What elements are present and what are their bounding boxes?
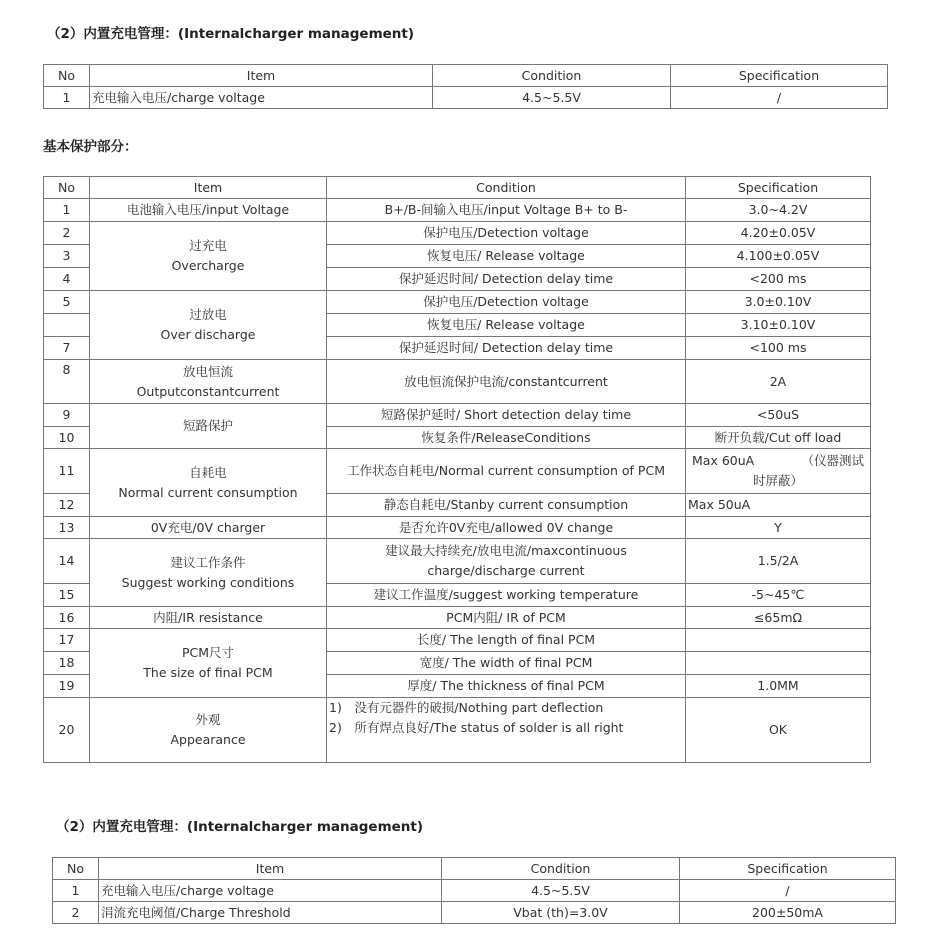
cell-no: 9 [44, 404, 90, 427]
condition-line: 建议最大持续充/放电电流/maxcontinuous [385, 543, 627, 558]
cell-spec: 3.0±0.10V [686, 291, 871, 314]
item-en: Outputconstantcurrent [136, 383, 280, 399]
cell-condition: 短路保护延时/ Short detection delay time [327, 404, 686, 427]
cell-condition: 是否允许0V充电/allowed 0V change [327, 517, 686, 539]
cell-condition: 恢复电压/ Release voltage [327, 314, 686, 337]
item-cn: 建议工作条件 [170, 554, 246, 570]
table-row [44, 629, 871, 652]
item-en: Suggest working conditions [121, 574, 295, 590]
table-row [44, 698, 871, 763]
cell-item: 内阻/IR resistance [90, 607, 327, 629]
header-no: No [44, 65, 90, 87]
cell-condition: 保护延迟时间/ Detection delay time [327, 337, 686, 360]
cell-no: 3 [44, 245, 90, 268]
cell-spec: Y [686, 517, 871, 539]
header-no: No [44, 177, 90, 199]
table-row [44, 222, 871, 245]
cell-no: 19 [44, 675, 90, 698]
cell-item: 短路保护 [90, 404, 327, 449]
section-title: （2）内置充电管理：(Internalcharger management) [56, 819, 424, 835]
header-no: No [53, 858, 99, 880]
cell-item: 电池输入电压/input Voltage [90, 199, 327, 222]
cell-spec: OK [686, 698, 871, 763]
cell-spec: 1.5/2A [686, 539, 871, 584]
header-condition: Condition [433, 65, 671, 87]
cell-condition: 恢复电压/ Release voltage [327, 245, 686, 268]
cell-condition: PCM内阻/ IR of PCM [327, 607, 686, 629]
cell-no: 4 [44, 268, 90, 291]
item-en: Appearance [170, 732, 246, 747]
cell-condition: 长度/ The length of final PCM [327, 629, 686, 652]
table-row [44, 360, 871, 404]
cell: 1 [44, 87, 90, 109]
cell-no: 2 [44, 222, 90, 245]
cell-condition: 静态自耗电/Stanby current consumption [327, 494, 686, 517]
cell-item [90, 360, 327, 404]
item-en: Over discharge [160, 327, 256, 342]
cell-item [90, 539, 327, 607]
cell-condition: B+/B-间输入电压/input Voltage B+ to B- [327, 199, 686, 222]
header-condition: Condition [327, 177, 686, 199]
cell-no: 8 [44, 360, 90, 404]
table-row [44, 517, 871, 539]
header-item: Item [90, 65, 433, 87]
cell-no [44, 314, 90, 337]
cell-spec: <200 ms [686, 268, 871, 291]
item-en: Normal current consumption [118, 484, 298, 500]
cell: 充电输入电压/charge voltage [90, 87, 433, 109]
spec-note: （仪器测试 [801, 453, 864, 468]
cell-condition: 建议工作温度/suggest working temperature [327, 584, 686, 607]
cell: Vbat (th)=3.0V [442, 902, 680, 924]
item-cn: 自耗电 [189, 464, 227, 480]
cell-spec: -5~45℃ [686, 584, 871, 607]
cell: / [671, 87, 888, 109]
table-row [44, 449, 871, 494]
cell-item [90, 291, 327, 360]
cell: 1 [53, 880, 99, 902]
cell: 充电输入电压/charge voltage [99, 880, 442, 902]
cell-spec [686, 652, 871, 675]
protection-table [43, 176, 871, 763]
cell-condition [327, 539, 686, 584]
item-cn: 外观 [195, 712, 221, 727]
cell-no: 12 [44, 494, 90, 517]
spec-value: Max 60uA [692, 453, 755, 468]
cell-item [90, 222, 327, 291]
section-title: 基本保护部分： [43, 139, 138, 155]
item-cn: 过充电 [189, 238, 227, 253]
header-condition: Condition [442, 858, 680, 880]
cell-no: 17 [44, 629, 90, 652]
cell-spec: 4.20±0.05V [686, 222, 871, 245]
table-row [44, 291, 871, 314]
cell: 涓流充电阈值/Charge Threshold [99, 902, 442, 924]
cell-spec [686, 449, 871, 494]
cell-no: 5 [44, 291, 90, 314]
table-row [44, 539, 871, 584]
cell-no: 15 [44, 584, 90, 607]
cell: / [680, 880, 896, 902]
charger-table-2 [52, 857, 896, 924]
cell-no: 13 [44, 517, 90, 539]
cell-condition: 保护延迟时间/ Detection delay time [327, 268, 686, 291]
cell: 4.5~5.5V [433, 87, 671, 109]
cell-item [90, 449, 327, 517]
table-header [44, 177, 871, 199]
cell-spec: 3.0~4.2V [686, 199, 871, 222]
cell-no: 1 [44, 199, 90, 222]
cell-condition: 保护电压/Detection voltage [327, 222, 686, 245]
cell-condition: 放电恒流保护电流/constantcurrent [327, 360, 686, 404]
cell-no: 20 [44, 698, 90, 763]
cell-spec: <50uS [686, 404, 871, 427]
table-row [44, 607, 871, 629]
cell-spec [686, 629, 871, 652]
cell: 200±50mA [680, 902, 896, 924]
cell-item [90, 629, 327, 698]
table-row [44, 87, 888, 109]
cell-spec: <100 ms [686, 337, 871, 360]
table-row [44, 404, 871, 427]
header-spec: Specification [680, 858, 896, 880]
header-item: Item [90, 177, 327, 199]
header-item: Item [99, 858, 442, 880]
header-spec: Specification [671, 65, 888, 87]
cell: 2 [53, 902, 99, 924]
item-cn: PCM尺寸 [181, 645, 235, 660]
header-spec: Specification [686, 177, 871, 199]
spec-note: 时屏蔽） [752, 473, 803, 488]
charger-table [43, 64, 888, 109]
cell-condition: 工作状态自耗电/Normal current consumption of PCM [327, 449, 686, 494]
cell-condition: 保护电压/Detection voltage [327, 291, 686, 314]
item-cn: 放电恒流 [182, 363, 233, 379]
item-en: The size of final PCM [143, 665, 273, 680]
table-row [53, 880, 896, 902]
item-cn: 过放电 [189, 307, 227, 322]
cell-spec: Max 50uA [686, 494, 871, 517]
condition-line: 2) 所有焊点良好/The status of solder is all right [329, 720, 624, 735]
cell-no: 18 [44, 652, 90, 675]
cell-spec: ≤65mΩ [686, 607, 871, 629]
cell-no: 7 [44, 337, 90, 360]
cell-item [90, 698, 327, 763]
table-header [44, 65, 888, 87]
cell-spec: 4.100±0.05V [686, 245, 871, 268]
cell-condition [327, 698, 686, 763]
cell-condition: 厚度/ The thickness of final PCM [327, 675, 686, 698]
cell-no: 16 [44, 607, 90, 629]
cell-condition: 恢复条件/ReleaseConditions [327, 427, 686, 449]
cell: 4.5~5.5V [442, 880, 680, 902]
condition-line: charge/discharge current [427, 563, 585, 578]
condition-line: 1) 没有元器件的破损/Nothing part deflection [329, 700, 604, 715]
cell-no: 11 [44, 449, 90, 494]
cell-spec: 3.10±0.10V [686, 314, 871, 337]
table-header [53, 858, 896, 880]
table-row [53, 902, 896, 924]
cell-spec: 断开负载/Cut off load [686, 427, 871, 449]
cell-no: 14 [44, 539, 90, 584]
table-row [44, 199, 871, 222]
cell-spec: 1.0MM [686, 675, 871, 698]
section-title: （2）内置充电管理：(Internalcharger management) [47, 26, 415, 42]
cell-item: 0V充电/0V charger [90, 517, 327, 539]
cell-spec: 2A [686, 360, 871, 404]
cell-condition: 宽度/ The width of final PCM [327, 652, 686, 675]
item-en: Overcharge [171, 258, 245, 273]
cell-no: 10 [44, 427, 90, 449]
